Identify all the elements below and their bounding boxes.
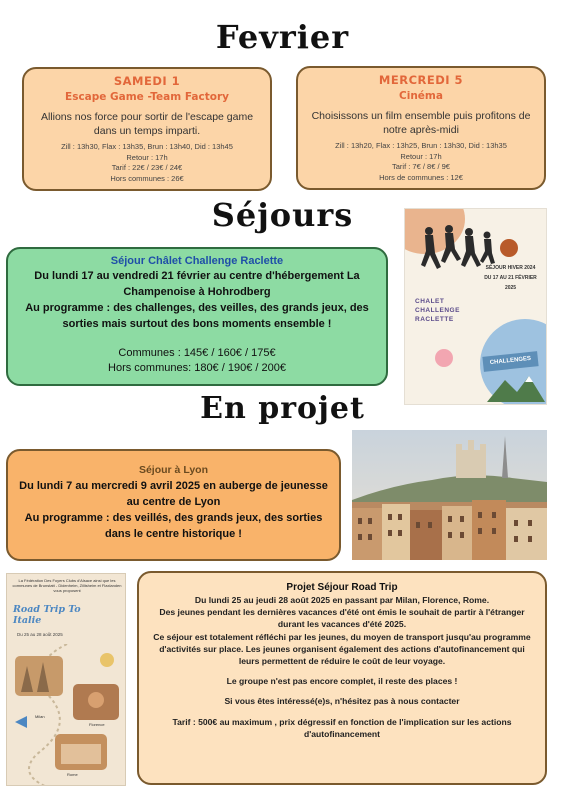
poster-road-dates: Du 25 au 28 août 2025 <box>17 632 63 637</box>
sejour-programme: Au programme : des challenges, des veilles, des grands jeux, des sorties mais surtout des bons moments ensemble ! <box>25 302 369 330</box>
activity-times: Zill : 13h20, Flax : 13h25, Brun : 13h30, Did : 13h35 <box>335 141 507 150</box>
decor-dot <box>500 239 518 257</box>
road-trip-collage <box>7 644 126 786</box>
activity-day: SAMEDI 1 <box>113 74 181 88</box>
activity-description: Allions nos force pour sortir de l'escape game dans un temps imparti. <box>40 111 254 137</box>
poster-sejour-hiver <box>404 208 547 405</box>
poster-road-city-milan: Milan <box>35 714 45 719</box>
section-title-en-projet: En projet <box>200 391 365 426</box>
poster-road-city-rome: Rome <box>67 772 78 777</box>
poster-road-city-florence: Florence <box>89 722 105 727</box>
activity-retour: Retour : 17h <box>400 151 442 161</box>
projet-dates: Du lundi 25 au jeudi 28 août 2025 en passant par Milan, Florence, Rome. <box>194 595 490 605</box>
mountain-icon <box>487 372 545 402</box>
section-title-sejours: Séjours <box>211 196 354 234</box>
poster-hiver-banner: CHALLENGES <box>482 351 538 372</box>
projet-context: Des jeunes pendant les dernières vacances d'été ont émis le souhait de partir à l'étranger durant les vacances d'été 2025. <box>159 607 525 630</box>
activity-tarif: Tarif : 7€ / 8€ / 9€ <box>392 162 450 171</box>
sejour-dates-place: Du lundi 7 au mercredi 9 avril 2025 en auberge de jeunesse au centre de Lyon <box>19 480 328 508</box>
poster-road-header: La Fédération Des Foyers Clubs d'Alsace ainsi que les communes de Brunstatt - Didenheim, Zillisheim et Flaxlanden vous proposent <box>12 578 122 593</box>
sejour-card-lyon <box>6 449 341 561</box>
activity-times: Zill : 13h30, Flax : 13h35, Brun : 13h40, Did : 13h45 <box>61 142 233 151</box>
activity-hors-communes: Hors de communes : 12€ <box>379 172 463 182</box>
sejour-programme: Au programme : des veillés, des grands jeux, des sorties dans le centre historique ! <box>24 512 323 540</box>
sejour-title: Séjour à Lyon <box>138 464 209 476</box>
poster-road-title: Road Trip To Italie <box>13 604 81 626</box>
sejour-card-chalet <box>6 247 388 386</box>
activity-name: Escape Game -Team Factory <box>65 91 229 103</box>
activity-day: MERCREDI 5 <box>378 73 464 87</box>
activity-tarif: Tarif : 22€ / 23€ / 24€ <box>111 163 183 172</box>
lyon-cityscape-photo <box>352 430 547 560</box>
sejour-price-communes: Communes : 145€ / 160€ / 175€ <box>118 347 276 359</box>
activity-description: Choisissons un film ensemble puis profitons de notre après-midi <box>311 110 531 136</box>
sejour-title: Séjour Châlet Challenge Raclette <box>110 255 284 267</box>
activity-retour: Retour : 17h <box>126 152 168 162</box>
poster-hiver-name: CHALET CHALLENGE RACLETTE <box>415 298 460 323</box>
projet-places: Le groupe n'est pas encore complet, il reste des places ! <box>226 676 458 687</box>
activity-hors-communes: Hors communes : 26€ <box>110 173 184 183</box>
projet-tarif: Tarif : 500€ au maximum , prix dégressif en fonction de l'implication sur les actions d'autofinancement <box>172 716 512 739</box>
activity-card-mercredi <box>296 66 546 190</box>
sejour-dates-place: Du lundi 17 au vendredi 21 février au centre d'hébergement La Champenoise à Hohrodberg <box>34 270 360 298</box>
projet-contact: Si vous êtes intéressé(e)s, n'hésitez pas à nous contacter <box>224 696 460 707</box>
decor-dot <box>435 349 453 367</box>
projet-title: Projet Séjour Road Trip <box>286 582 398 593</box>
projet-card-road-trip <box>137 571 547 785</box>
poster-hiver-caption: SÉJOUR HIVER 2024 DU 17 AU 21 FÉVRIER 2025 <box>484 265 537 291</box>
activity-name: Cinéma <box>399 90 443 102</box>
poster-road-trip <box>6 573 126 786</box>
section-title-fevrier: Fevrier <box>215 18 350 56</box>
activity-card-samedi <box>22 67 272 191</box>
sejour-price-hors-communes: Hors communes: 180€ / 190€ / 200€ <box>108 362 286 374</box>
projet-description: Ce séjour est totalement réfléchi par les jeunes, du moyen de transport jusqu'au programme d'activités sur place. Les jeunes organisent également des actions d'autofinancement qui leurs permettent de réduire le coût de leur voyage. <box>153 631 531 667</box>
